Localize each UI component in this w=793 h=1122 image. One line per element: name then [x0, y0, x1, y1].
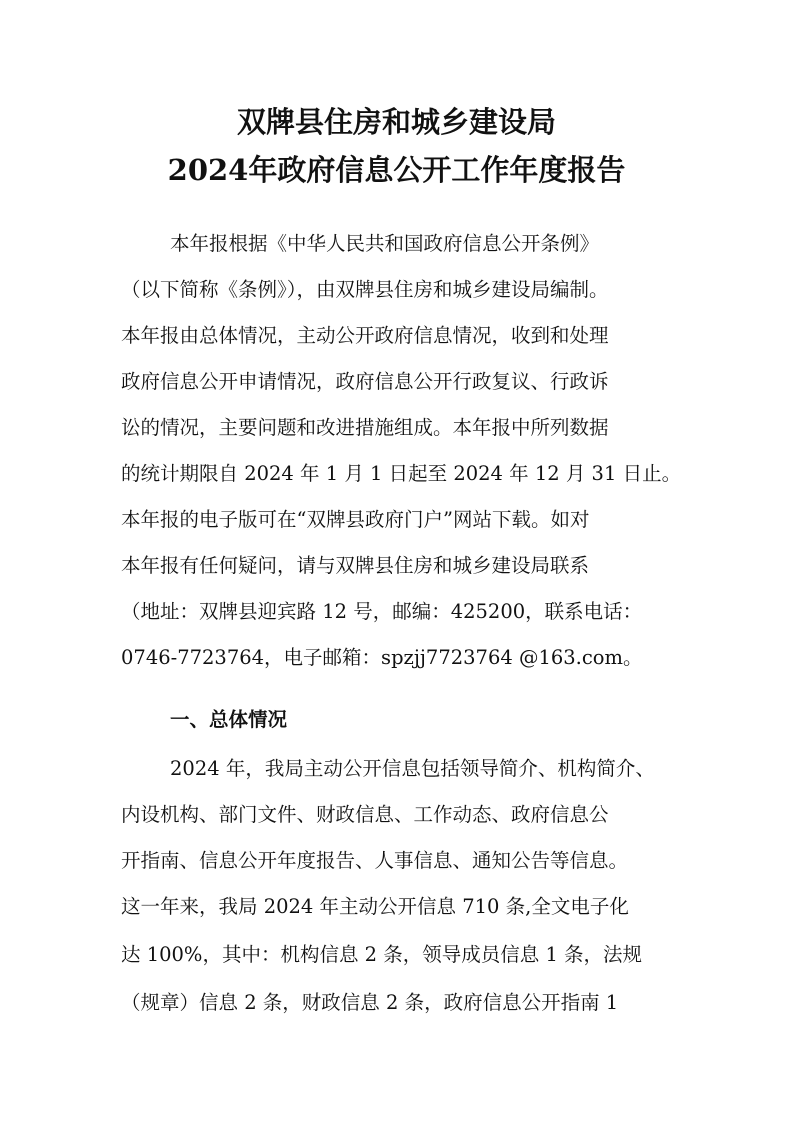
intro-line: 讼的情况，主要问题和改进措施组成。本年报中所列数据	[121, 416, 609, 439]
overview-line: （规章）信息 2 条，财政信息 2 条，政府信息公开指南 1	[121, 991, 619, 1014]
intro-line: 的统计期限自 2024 年 1 月 1 日起至 2024 年 12 月 31 日止。	[121, 462, 682, 485]
intro-line: 本年报有任何疑问，请与双牌县住房和城乡建设局联系	[121, 554, 590, 577]
section-heading-overview: 一、总体情况	[170, 708, 288, 731]
document-title-line2: 2024年政府信息公开工作年度报告	[167, 153, 626, 187]
overview-line: 达 100%，其中：机构信息 2 条，领导成员信息 1 条，法规	[121, 943, 643, 966]
overview-line: 2024 年，我局主动公开信息包括领导简介、机构简介、	[170, 757, 655, 780]
overview-line: 开指南、信息公开年度报告、人事信息、通知公告等信息。	[121, 849, 629, 872]
overview-line: 内设机构、部门文件、财政信息、工作动态、政府信息公	[121, 803, 609, 826]
intro-line: 本年报的电子版可在“双牌县政府门户”网站下载。如对	[121, 508, 590, 531]
overview-line: 这一年来，我局 2024 年主动公开信息 710 条,全文电子化	[121, 895, 629, 918]
intro-line: 本年报由总体情况，主动公开政府信息情况，收到和处理	[121, 324, 609, 347]
intro-line: （地址：双牌县迎宾路 12 号，邮编：425200，联系电话：	[121, 600, 643, 623]
intro-line: 本年报根据《中华人民共和国政府信息公开条例》	[170, 232, 600, 255]
intro-line: 政府信息公开申请情况，政府信息公开行政复议、行政诉	[121, 370, 609, 393]
intro-line: 0746-7723764，电子邮箱：spzjj7723764 @163.com。	[121, 646, 643, 669]
intro-line: （以下简称《条例》），由双牌县住房和城乡建设局编制。	[121, 278, 609, 301]
document-title-line1: 双牌县住房和城乡建设局	[236, 105, 556, 139]
